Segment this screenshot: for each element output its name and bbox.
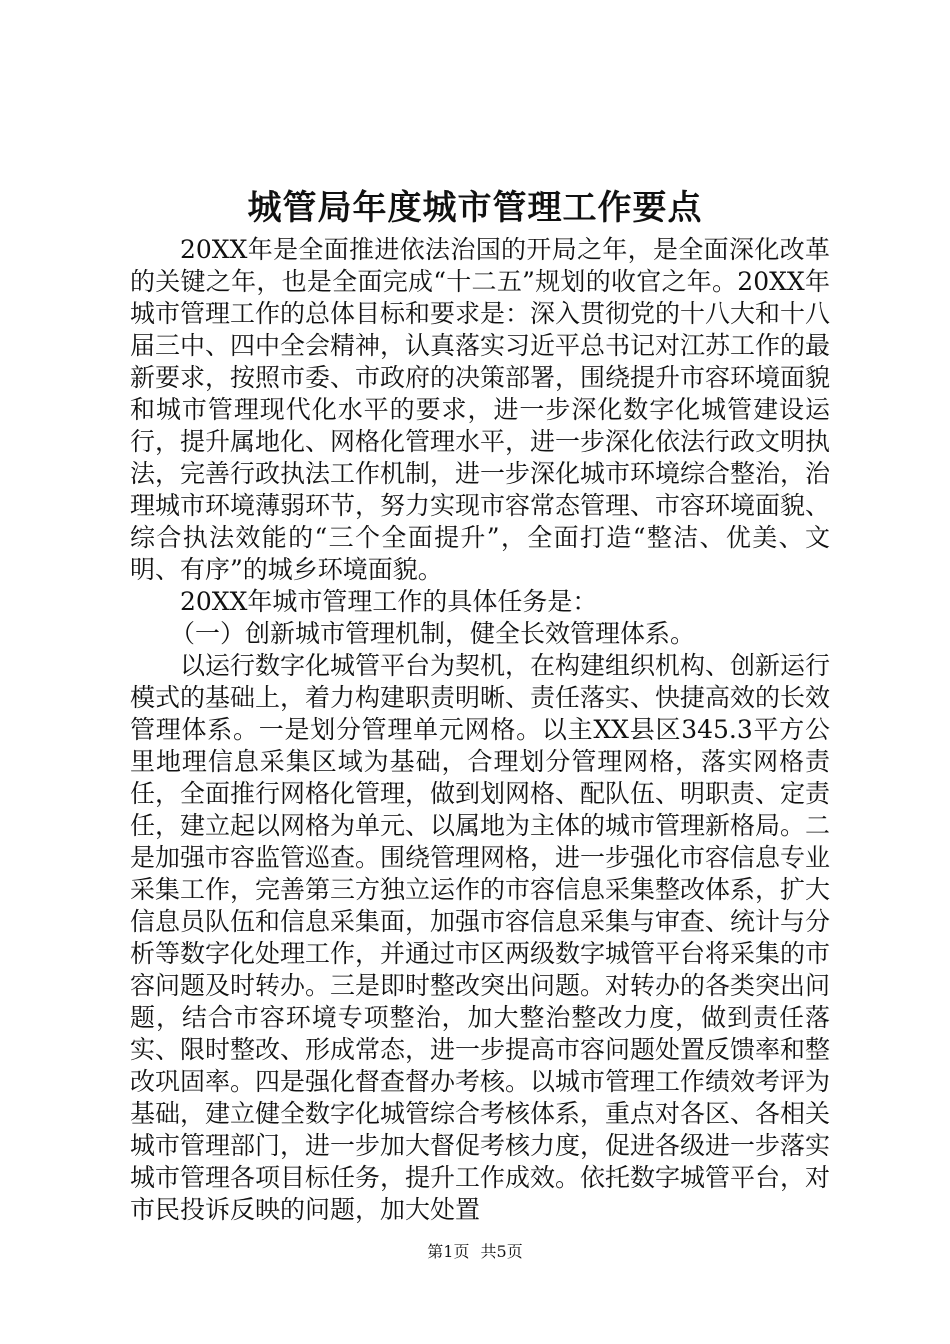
paragraph-section-1-body: 以运行数字化城管平台为契机，在构建组织机构、创新运行模式的基础上，着力构建职责明晰、责任落实、快捷高效的长效管理体系。一是划分管理单元网格。以主XX县区345.3平方公里地理信息采集区域为基础，合理划分管理网格，落实网格责任，全面推行网格化管理，做到划网格、配队伍、明职责、定责任，建立起以网格为单元、以属地为主体的城市管理新格局。二是加强市容监管巡查。围绕管理网格，进一步强化市容信息专业采集工作，完善第三方独立运作的市容信息采集整改体系，扩大信息员队伍和信息采集面，加强市容信息采集与审查、统计与分析等数字化处理工作，并通过市区两级数字城管平台将采集的市容问题及时转办。三是即时整改突出问题。对转办的各类突出问题，结合市容环境专项整治，加大整治整改力度，做到责任落实、限时整改、形成常态，进一步提高市容问题处置反馈率和整改巩固率。四是强化督查督办考核。以城市管理工作绩效考评为基础，建立健全数字化城管综合考核体系，重点对各区、各相关城市管理部门，进一步加大督促考核力度，促进各级进一步落实城市管理各项目标任务，提升工作成效。依托数字城管平台，对市民投诉反映的问题，加大处置 bbox=[130, 651, 831, 1224]
section-heading-1: （一）创新城市管理机制，健全长效管理体系。 bbox=[170, 619, 696, 648]
document-body bbox=[130, 234, 830, 1226]
document-title: 城管局年度城市管理工作要点 bbox=[247, 188, 703, 228]
paragraph-tasks-lead: 20XX年城市管理工作的具体任务是： bbox=[180, 587, 598, 616]
paragraph-intro: 20XX年是全面推进依法治国的开局之年，是全面深化改革的关键之年，也是全面完成“十二五”规划的收官之年。20XX年城市管理工作的总体目标和要求是：深入贯彻党的十八大和十八届三中、四中全会精神，认真落实习近平总书记对江苏工作的最新要求，按照市委、市政府的决策部署，围绕提升市容环境面貌和城市管理现代化水平的要求，进一步深化数字化城管建设运行，提升属地化、网格化管理水平，进一步深化依法行政文明执法，完善行政执法工作机制，进一步深化城市环境综合整治，治理城市环境薄弱环节，努力实现市容常态管理、市容环境面貌、综合执法效能的“三个全面提升”，全面打造“整洁、优美、文明、有序”的城乡环境面貌。 bbox=[130, 235, 831, 584]
page-footer: 第1页 共5页 bbox=[427, 1242, 523, 1261]
